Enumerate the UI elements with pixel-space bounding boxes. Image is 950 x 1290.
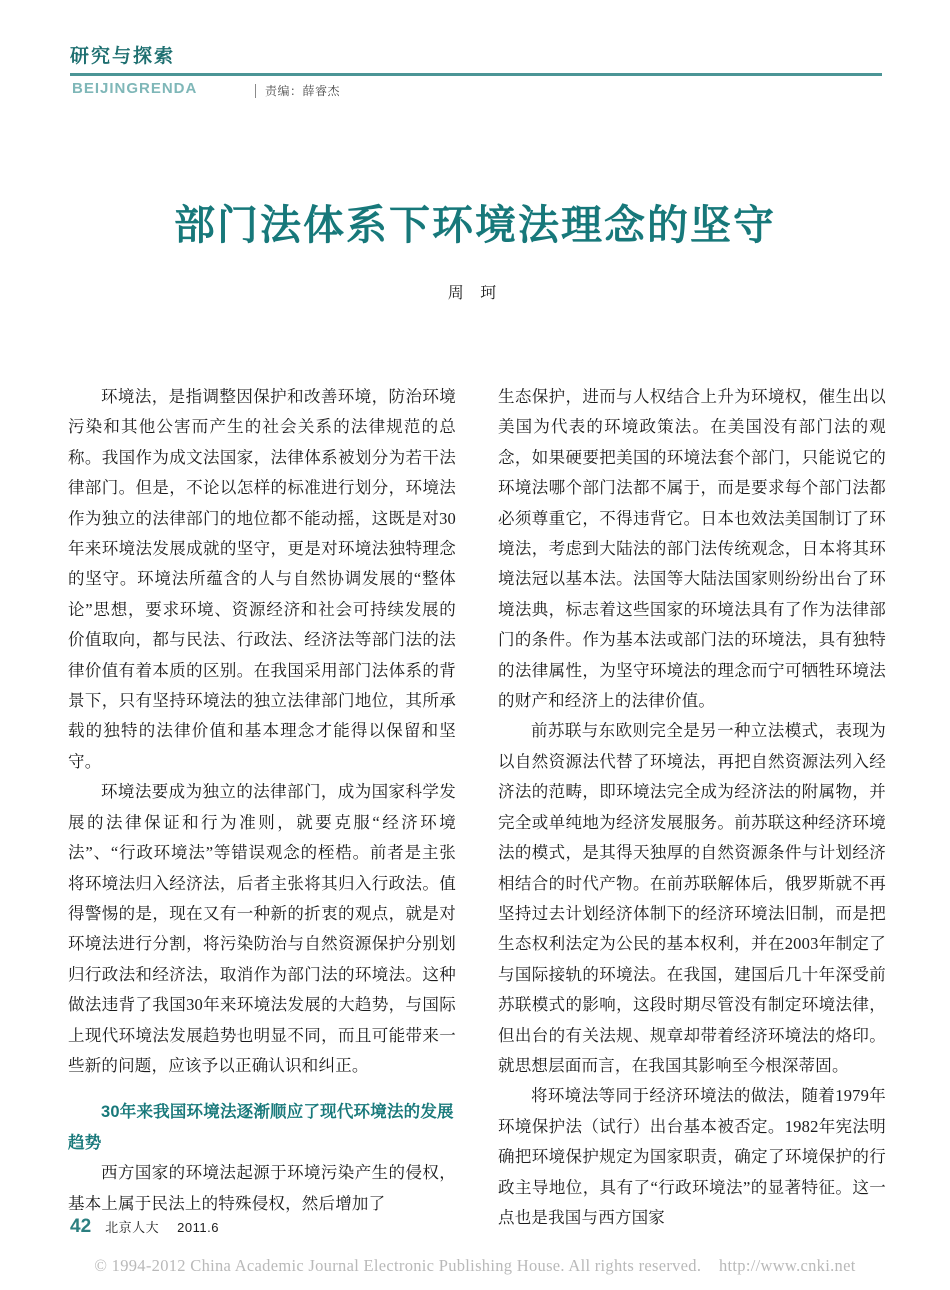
publication-name: 北京人大 (105, 1220, 160, 1235)
paragraph: 前苏联与东欧则完全是另一种立法模式，表现为以自然资源法代替了环境法，再把自然资源法列入经济法的范畴，即环境法完全成为经济法的附属物，并完全或单纯地为经济发展服务。前苏联这种经济环境法的模式，是其得天独厚的自然资源条件与计划经济相结合的时代产物。在前苏联解体后，俄罗斯就不再坚持过去计划经济体制下的经济环境法旧制，而是把生态权利法定为公民的基本权利，并在2003年制定了与国际接轨的环境法。在我国，建国后几十年深受前苏联模式的影响，这段时期尽管没有制定环境法律，但出台的有关法规、规章却带着经济环境法的烙印。就思想层面而言，在我国其影响至今根深蒂固。 (498, 721, 886, 1075)
column-right (498, 382, 886, 1227)
section-subheading: 30年来我国环境法逐渐顺应了现代环境法的发展趋势 (68, 1103, 454, 1152)
article-author: 周 珂 (447, 285, 503, 302)
issue-date: 2011.6 (177, 1220, 219, 1235)
paragraph: 西方国家的环境法起源于环境污染产生的侵权，基本上属于民法上的特殊侵权，然后增加了 (68, 1163, 456, 1213)
header-brand-label: BEIJINGRENDA (72, 80, 198, 97)
page-header (70, 46, 882, 98)
header-editor-label: 责编：薛睿杰 (255, 84, 340, 98)
page-number: 42 (70, 1216, 92, 1237)
copyright-notice: © 1994-2012 China Academic Journal Electronic Publishing House. All rights reserved. http://www.cnki.net (94, 1256, 856, 1275)
header-divider-rule (70, 73, 882, 76)
paragraph-continued: 生态保护，进而与人权结合上升为环境权，催生出以美国为代表的环境政策法。在美国没有部门法的观念，如果硬要把美国的环境法套个部门，只能说它的环境法哪个部门法都不属于，而是要求每个部门法都必须尊重它，不得违背它。日本也效法美国制订了环境法，考虑到大陆法的部门法传统观念，日本将其环境法冠以基本法。法国等大陆法国家则纷纷出台了环境法典，标志着这些国家的环境法具有了作为法律部门的条件。作为基本法或部门法的环境法，具有独特的法律属性，为坚守环境法的理念而宁可牺牲环境法的财产和经济上的法律价值。 (498, 387, 886, 711)
column-left (68, 382, 456, 1213)
paragraph: 环境法要成为独立的法律部门，成为国家科学发展的法律保证和行为准则，就要克服“经济环境法”、“行政环境法”等错误观念的桎梏。前者是主张将环境法归入经济法，后者主张将其归入行政法。值得警惕的是，现在又有一种新的折衷的观点，就是对环境法进行分割，将污染防治与自然资源保护分别划归行政法和经济法，取消作为部门法的环境法。这种做法违背了我国30年来环境法发展的大趋势，与国际上现代环境法发展趋势也明显不同，而且可能带来一些新的问题，应该予以正确认识和纠正。 (68, 782, 456, 1075)
paragraph: 将环境法等同于经济环境法的做法，随着1979年环境保护法（试行）出台基本被否定。1982年宪法明确把环境保护规定为国家职责，确定了环境保护的行政主导地位，具有了“行政环境法”的显著特征。这一点也是我国与西方国家 (498, 1086, 886, 1227)
header-section-label: 研究与探索 (70, 46, 176, 67)
article-title: 部门法体系下环境法理念的坚守 (174, 202, 776, 248)
page-footer (70, 1216, 882, 1238)
paragraph: 环境法，是指调整因保护和改善环境，防治环境污染和其他公害而产生的社会关系的法律规范的总称。我国作为成文法国家，法律体系被划分为若干法律部门。但是，不论以怎样的标准进行划分，环境法作为独立的法律部门的地位都不能动摇，这既是对30年来环境法发展成就的坚守，更是对环境法独特理念的坚守。环境法所蕴含的人与自然协调发展的“整体论”思想，要求环境、资源经济和社会可持续发展的价值取向，都与民法、行政法、经济法等部门法的法律价值有着本质的区别。在我国采用部门法体系的背景下，只有坚持环境法的独立法律部门地位，其所承载的独特的法律价值和基本理念才能得以保留和坚守。 (68, 387, 456, 771)
